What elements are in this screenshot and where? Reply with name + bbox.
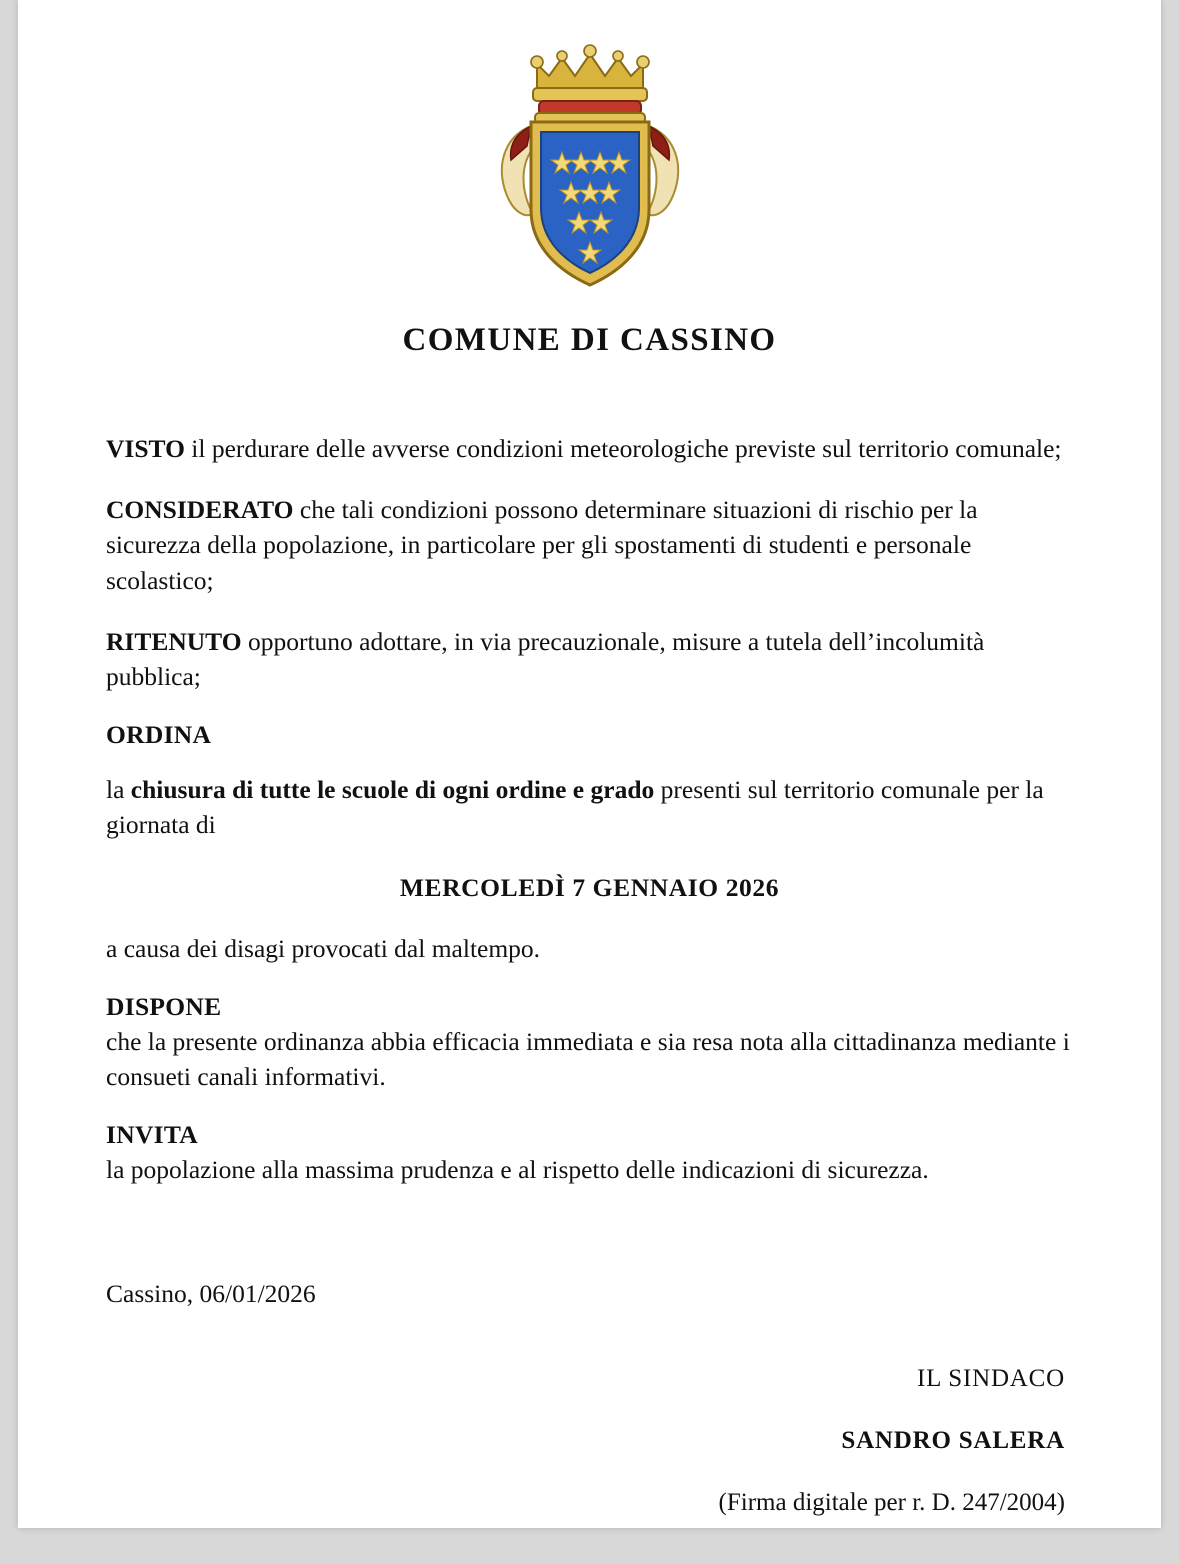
paragraph-ordina <box>106 772 1073 842</box>
heading-invita: INVITA <box>106 1120 199 1150</box>
paragraph-considerato-text: che tali condizioni possono determinare situazioni di rischio per la sicurezza della popolazione, in particolare per gli spostamenti di studenti e personale scolastico; <box>106 495 978 595</box>
paragraph-ritenuto-text: opportuno adottare, in via precauzionale, misure a tutela dell’incolumità pubblica; <box>106 626 985 691</box>
ordina-lead: la <box>106 775 131 805</box>
paragraph-ritenuto <box>106 624 1073 694</box>
keyword-ritenuto: RITENUTO <box>106 626 242 656</box>
paragraph-invita: la popolazione alla massima prudenza e al rispetto delle indicazioni di sicurezza. <box>106 1155 929 1185</box>
signature-name: SANDRO SALERA <box>841 1427 1065 1455</box>
keyword-considerato: CONSIDERATO <box>106 495 294 525</box>
paragraph-visto <box>106 431 1073 466</box>
heading-ordina: ORDINA <box>106 720 212 750</box>
paragraph-cause: a causa dei disagi provocati dal maltempo. <box>106 933 541 963</box>
crest-container <box>18 0 1161 304</box>
coat-of-arms-icon <box>465 42 715 304</box>
paragraph-visto-text: il perdurare delle avverse condizioni meteorologiche previste sul territorio comunale; <box>184 434 1062 463</box>
ordina-tail: presenti sul territorio comunale per la giornata di <box>106 775 1044 840</box>
paragraph-dispone: che la presente ordinanza abbia efficacia immediata e sia resa nota alla cittadinanza mediante i consueti canali informativi. <box>106 1026 1070 1091</box>
paragraph-considerato <box>106 492 1073 598</box>
heading-dispone: DISPONE <box>106 991 222 1021</box>
keyword-visto: VISTO <box>106 434 185 463</box>
document-body <box>18 431 1161 1517</box>
document-page <box>18 0 1161 1528</box>
ordina-emphasis: chiusura di tutte le scuole di ogni ordine e grado <box>130 775 655 805</box>
signature-block <box>106 1365 1073 1517</box>
signature-role: IL SINDACO <box>916 1365 1065 1393</box>
signature-note: (Firma digitale per r. D. 247/2004) <box>718 1489 1065 1517</box>
closure-date: MERCOLEDÌ 7 GENNAIO 2026 <box>399 872 780 902</box>
place-and-date: Cassino, 06/01/2026 <box>106 1279 316 1309</box>
page-title: COMUNE DI CASSINO <box>402 322 777 358</box>
